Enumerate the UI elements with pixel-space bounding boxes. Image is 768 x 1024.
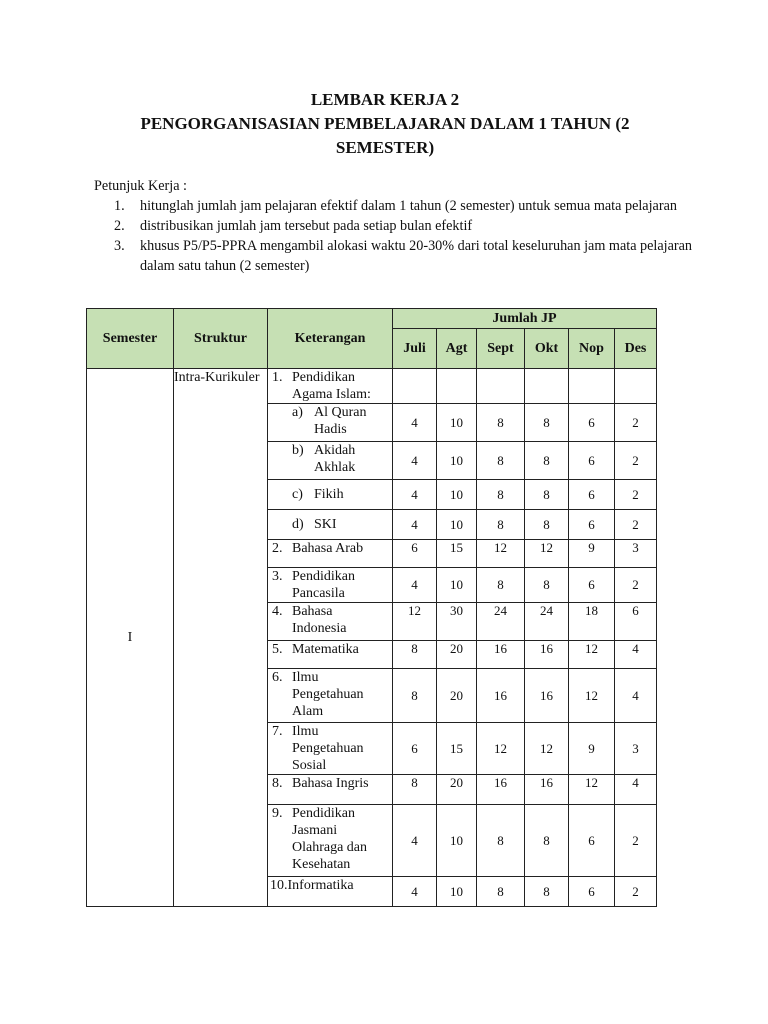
jp-value-cell: 6 bbox=[569, 510, 615, 540]
subject-label: Ilmu Pengetahuan Alam bbox=[292, 670, 364, 719]
jp-value-cell: 6 bbox=[569, 480, 615, 510]
jp-value-cell: 4 bbox=[615, 669, 657, 723]
subject-entry bbox=[268, 775, 392, 792]
subject-label: Pendidikan Pancasila bbox=[292, 569, 355, 601]
jp-value-cell: 2 bbox=[615, 404, 657, 442]
jp-value-cell: 20 bbox=[437, 641, 477, 669]
jp-value-cell: 12 bbox=[569, 641, 615, 669]
jp-value-cell: 16 bbox=[525, 669, 569, 723]
subject-label: Pendidikan Jasmani Olahraga dan Kesehatan bbox=[292, 806, 368, 872]
jp-value-cell: 8 bbox=[525, 442, 569, 480]
jp-value-cell: 8 bbox=[525, 877, 569, 907]
jp-value-cell: 8 bbox=[525, 568, 569, 603]
jp-value-cell: 6 bbox=[615, 603, 657, 641]
subject-number: 7. bbox=[272, 724, 283, 739]
keterangan-cell bbox=[268, 510, 393, 540]
document-title bbox=[100, 88, 670, 160]
jp-value-cell: 4 bbox=[393, 404, 437, 442]
keterangan-cell bbox=[268, 568, 393, 603]
subject-number: 10. bbox=[270, 878, 288, 893]
jp-value-cell: 15 bbox=[437, 723, 477, 775]
table-row bbox=[87, 369, 657, 404]
jp-value-cell: 9 bbox=[569, 540, 615, 568]
subject-number: 9. bbox=[272, 806, 283, 821]
header-struktur: Struktur bbox=[174, 309, 268, 369]
jp-value-cell: 12 bbox=[525, 723, 569, 775]
jp-value-cell: 2 bbox=[615, 442, 657, 480]
subject-entry bbox=[268, 540, 392, 557]
jp-value-cell: 8 bbox=[393, 775, 437, 805]
jp-value-cell: 6 bbox=[569, 568, 615, 603]
jp-value-cell: 24 bbox=[525, 603, 569, 641]
subject-entry bbox=[268, 723, 392, 774]
instructions bbox=[94, 176, 694, 276]
subject-label: Bahasa Ingris bbox=[292, 776, 369, 791]
keterangan-cell bbox=[268, 480, 393, 510]
subject-number: 2. bbox=[272, 541, 283, 556]
jp-value-cell: 8 bbox=[477, 480, 525, 510]
keterangan-cell bbox=[268, 369, 393, 404]
jp-value-cell: 10 bbox=[437, 805, 477, 877]
jp-value-cell: 4 bbox=[615, 775, 657, 805]
struktur-cell: Intra-Kurikuler bbox=[174, 369, 268, 907]
jp-value-cell: 8 bbox=[525, 480, 569, 510]
jp-value-cell: 4 bbox=[615, 641, 657, 669]
subject-entry bbox=[268, 877, 392, 894]
header-semester: Semester bbox=[87, 309, 174, 369]
jp-value-cell: 8 bbox=[477, 510, 525, 540]
instruction-text: distribusikan jumlah jam tersebut pada setiap bulan efektif bbox=[140, 218, 473, 234]
jp-value-cell: 12 bbox=[569, 775, 615, 805]
jp-value-cell: 12 bbox=[477, 723, 525, 775]
subject-number: 1. bbox=[272, 370, 283, 385]
keterangan-cell bbox=[268, 603, 393, 641]
instructions-list bbox=[94, 196, 694, 276]
jp-value-cell: 6 bbox=[569, 404, 615, 442]
subject-number: d) bbox=[292, 517, 304, 532]
subject-number: b) bbox=[292, 443, 304, 458]
jp-value-cell: 8 bbox=[477, 568, 525, 603]
jp-value-cell: 16 bbox=[477, 775, 525, 805]
subject-entry bbox=[268, 568, 392, 602]
jp-value-cell: 2 bbox=[615, 568, 657, 603]
jp-value-cell: 6 bbox=[569, 442, 615, 480]
jp-value-cell: 8 bbox=[525, 404, 569, 442]
jp-value-cell: 6 bbox=[393, 723, 437, 775]
subject-label: Bahasa Indonesia bbox=[292, 604, 347, 636]
jp-value-cell: 8 bbox=[477, 805, 525, 877]
jp-value-cell bbox=[569, 369, 615, 404]
instruction-number: 1. bbox=[114, 198, 125, 214]
title-line-3: SEMESTER) bbox=[335, 138, 435, 157]
jp-value-cell: 2 bbox=[615, 877, 657, 907]
jp-value-cell: 8 bbox=[477, 404, 525, 442]
jp-value-cell: 20 bbox=[437, 775, 477, 805]
header-keterangan: Keterangan bbox=[268, 309, 393, 369]
subject-number: a) bbox=[292, 405, 303, 420]
instruction-text: hitunglah jumlah jam pelajaran efektif dalam 1 tahun (2 semester) untuk semua mata pelajaran bbox=[140, 198, 677, 214]
jp-value-cell: 6 bbox=[569, 805, 615, 877]
subject-entry bbox=[268, 669, 392, 720]
jp-value-cell: 10 bbox=[437, 480, 477, 510]
jp-value-cell: 4 bbox=[393, 480, 437, 510]
keterangan-cell bbox=[268, 540, 393, 568]
jp-value-cell: 3 bbox=[615, 540, 657, 568]
keterangan-cell bbox=[268, 669, 393, 723]
header-month: Sept bbox=[477, 329, 525, 369]
instruction-number: 3. bbox=[114, 238, 125, 254]
header-jumlah-jp: Jumlah JP bbox=[393, 309, 657, 329]
keterangan-cell bbox=[268, 775, 393, 805]
jp-value-cell: 12 bbox=[569, 669, 615, 723]
subject-label: Akidah Akhlak bbox=[314, 443, 356, 475]
header-month: Okt bbox=[525, 329, 569, 369]
jp-value-cell: 2 bbox=[615, 805, 657, 877]
jp-value-cell: 4 bbox=[393, 805, 437, 877]
subject-number: 5. bbox=[272, 642, 283, 657]
jp-value-cell: 8 bbox=[477, 442, 525, 480]
jp-value-cell: 4 bbox=[393, 568, 437, 603]
keterangan-cell bbox=[268, 404, 393, 442]
instructions-heading: Petunjuk Kerja : bbox=[94, 178, 187, 194]
subject-number: 3. bbox=[272, 569, 283, 584]
jp-value-cell: 20 bbox=[437, 669, 477, 723]
subject-number: 4. bbox=[272, 604, 283, 619]
jp-value-cell: 16 bbox=[525, 775, 569, 805]
jp-value-cell: 12 bbox=[393, 603, 437, 641]
jp-value-cell bbox=[393, 369, 437, 404]
jp-value-cell: 6 bbox=[569, 877, 615, 907]
jp-value-cell: 16 bbox=[477, 669, 525, 723]
jp-value-cell bbox=[615, 369, 657, 404]
subject-label: Al Quran Hadis bbox=[314, 405, 367, 437]
jp-allocation-table bbox=[86, 308, 657, 907]
subject-entry bbox=[268, 486, 392, 503]
jp-value-cell: 16 bbox=[525, 641, 569, 669]
subject-entry bbox=[268, 805, 392, 873]
keterangan-cell bbox=[268, 641, 393, 669]
jp-value-cell: 12 bbox=[477, 540, 525, 568]
jp-value-cell: 6 bbox=[393, 540, 437, 568]
jp-value-cell: 10 bbox=[437, 510, 477, 540]
subject-label: Informatika bbox=[287, 878, 354, 893]
subject-label: Bahasa Arab bbox=[292, 541, 364, 556]
semester-cell: I bbox=[87, 369, 174, 907]
instruction-text: khusus P5/P5-PPRA mengambil alokasi waktu 20-30% dari total keseluruhan jam mata pelajaran dalam satu tahun (2 semester) bbox=[140, 238, 693, 274]
jp-value-cell: 4 bbox=[393, 877, 437, 907]
jp-value-cell: 8 bbox=[525, 510, 569, 540]
header-month: Juli bbox=[393, 329, 437, 369]
subject-entry bbox=[268, 516, 392, 533]
jp-value-cell bbox=[525, 369, 569, 404]
subject-label: Fikih bbox=[314, 487, 344, 502]
keterangan-cell bbox=[268, 723, 393, 775]
subject-label: Pendidikan Agama Islam: bbox=[292, 370, 371, 402]
jp-value-cell: 15 bbox=[437, 540, 477, 568]
header-month: Des bbox=[615, 329, 657, 369]
keterangan-cell bbox=[268, 877, 393, 907]
jp-value-cell: 8 bbox=[477, 877, 525, 907]
jp-value-cell bbox=[437, 369, 477, 404]
jp-value-cell: 12 bbox=[525, 540, 569, 568]
header-month: Agt bbox=[437, 329, 477, 369]
jp-value-cell bbox=[477, 369, 525, 404]
keterangan-cell bbox=[268, 442, 393, 480]
subject-number: 6. bbox=[272, 670, 283, 685]
jp-value-cell: 24 bbox=[477, 603, 525, 641]
jp-value-cell: 3 bbox=[615, 723, 657, 775]
jp-value-cell: 8 bbox=[393, 641, 437, 669]
subject-entry bbox=[268, 369, 392, 403]
subject-entry bbox=[268, 603, 392, 637]
jp-value-cell: 4 bbox=[393, 510, 437, 540]
jp-value-cell: 9 bbox=[569, 723, 615, 775]
subject-label: SKI bbox=[314, 517, 337, 532]
jp-value-cell: 18 bbox=[569, 603, 615, 641]
instruction-number: 2. bbox=[114, 218, 125, 234]
subject-number: c) bbox=[292, 487, 303, 502]
jp-value-cell: 10 bbox=[437, 568, 477, 603]
keterangan-cell bbox=[268, 805, 393, 877]
jp-value-cell: 30 bbox=[437, 603, 477, 641]
jp-value-cell: 2 bbox=[615, 510, 657, 540]
table-body bbox=[87, 369, 657, 907]
instruction-item bbox=[94, 196, 694, 216]
jp-value-cell: 10 bbox=[437, 404, 477, 442]
jp-value-cell: 2 bbox=[615, 480, 657, 510]
jp-value-cell: 10 bbox=[437, 442, 477, 480]
subject-entry bbox=[268, 442, 392, 476]
subject-number: 8. bbox=[272, 776, 283, 791]
jp-value-cell: 8 bbox=[393, 669, 437, 723]
title-line-2: PENGORGANISASIAN PEMBELAJARAN DALAM 1 TAHUN (2 bbox=[140, 114, 630, 133]
instruction-item bbox=[94, 236, 694, 276]
instruction-item bbox=[94, 216, 694, 236]
jp-value-cell: 8 bbox=[525, 805, 569, 877]
jp-value-cell: 4 bbox=[393, 442, 437, 480]
subject-label: Matematika bbox=[292, 642, 359, 657]
subject-entry bbox=[268, 641, 392, 658]
subject-label: Ilmu Pengetahuan Sosial bbox=[292, 724, 364, 773]
subject-entry bbox=[268, 404, 392, 438]
jp-value-cell: 16 bbox=[477, 641, 525, 669]
title-line-1: LEMBAR KERJA 2 bbox=[310, 90, 460, 109]
jp-value-cell: 10 bbox=[437, 877, 477, 907]
header-month: Nop bbox=[569, 329, 615, 369]
